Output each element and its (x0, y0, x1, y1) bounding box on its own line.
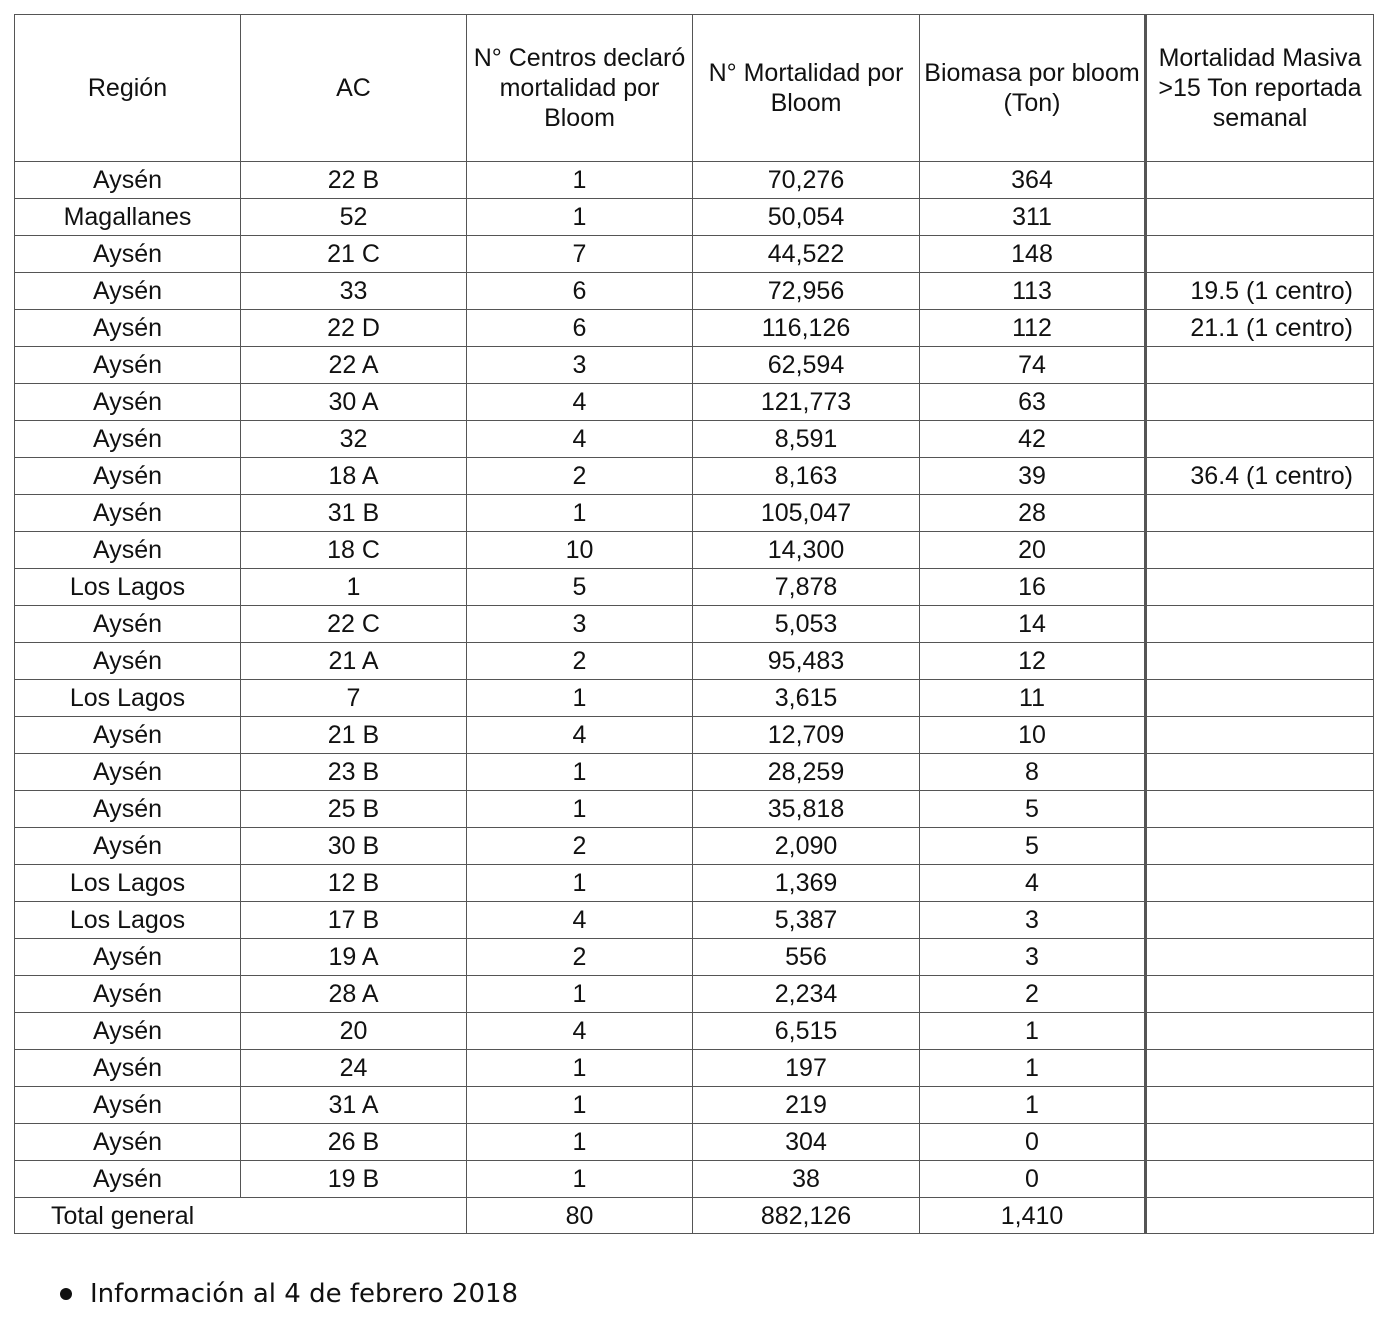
cell-biomasa: 0 (920, 1161, 1146, 1198)
total-label: Total general (15, 1198, 467, 1234)
cell-ac: 21 C (241, 236, 467, 273)
cell-biomasa: 311 (920, 199, 1146, 236)
cell-mortalidad: 556 (693, 939, 920, 976)
header-ac: AC (241, 15, 467, 162)
cell-biomasa: 112 (920, 310, 1146, 347)
total-centros: 80 (467, 1198, 693, 1234)
cell-biomasa: 74 (920, 347, 1146, 384)
table-row (15, 310, 1374, 347)
cell-centros: 1 (467, 1161, 693, 1198)
cell-ac: 21 B (241, 717, 467, 754)
cell-centros: 4 (467, 384, 693, 421)
cell-ac: 24 (241, 1050, 467, 1087)
cell-biomasa: 12 (920, 643, 1146, 680)
cell-ac: 25 B (241, 791, 467, 828)
cell-region: Aysén (15, 273, 241, 310)
cell-centros: 3 (467, 347, 693, 384)
cell-masiva (1146, 902, 1374, 939)
cell-mortalidad: 2,234 (693, 976, 920, 1013)
table-row (15, 495, 1374, 532)
cell-ac: 32 (241, 421, 467, 458)
cell-ac: 22 C (241, 606, 467, 643)
cell-masiva (1146, 680, 1374, 717)
table-row (15, 976, 1374, 1013)
table-row (15, 717, 1374, 754)
cell-ac: 30 B (241, 828, 467, 865)
header-biomasa: Biomasa por bloom (Ton) (920, 15, 1146, 162)
cell-ac: 19 B (241, 1161, 467, 1198)
mortality-table (14, 14, 1374, 1234)
cell-centros: 1 (467, 1087, 693, 1124)
cell-region: Los Lagos (15, 902, 241, 939)
cell-masiva (1146, 1013, 1374, 1050)
cell-ac: 18 A (241, 458, 467, 495)
cell-centros: 4 (467, 902, 693, 939)
cell-masiva: 36.4 (1 centro) (1146, 458, 1374, 495)
cell-region: Aysén (15, 421, 241, 458)
cell-masiva (1146, 384, 1374, 421)
cell-masiva (1146, 236, 1374, 273)
table-row (15, 791, 1374, 828)
cell-biomasa: 16 (920, 569, 1146, 606)
cell-ac: 31 A (241, 1087, 467, 1124)
table-row (15, 1087, 1374, 1124)
cell-biomasa: 20 (920, 532, 1146, 569)
cell-masiva (1146, 828, 1374, 865)
cell-biomasa: 42 (920, 421, 1146, 458)
cell-masiva (1146, 1050, 1374, 1087)
cell-region: Los Lagos (15, 865, 241, 902)
cell-region: Aysén (15, 643, 241, 680)
cell-mortalidad: 105,047 (693, 495, 920, 532)
cell-ac: 33 (241, 273, 467, 310)
cell-biomasa: 11 (920, 680, 1146, 717)
cell-centros: 4 (467, 717, 693, 754)
cell-centros: 1 (467, 791, 693, 828)
cell-masiva (1146, 347, 1374, 384)
cell-biomasa: 14 (920, 606, 1146, 643)
cell-masiva (1146, 717, 1374, 754)
cell-biomasa: 39 (920, 458, 1146, 495)
cell-ac: 22 A (241, 347, 467, 384)
cell-centros: 7 (467, 236, 693, 273)
cell-region: Aysén (15, 717, 241, 754)
cell-biomasa: 1 (920, 1050, 1146, 1087)
cell-biomasa: 8 (920, 754, 1146, 791)
header-row (15, 15, 1374, 162)
cell-masiva (1146, 421, 1374, 458)
cell-biomasa: 3 (920, 902, 1146, 939)
cell-masiva (1146, 1161, 1374, 1198)
cell-region: Aysén (15, 236, 241, 273)
total-biomasa: 1,410 (920, 1198, 1146, 1234)
cell-mortalidad: 1,369 (693, 865, 920, 902)
cell-region: Aysén (15, 791, 241, 828)
bullet-icon (60, 1288, 72, 1300)
cell-mortalidad: 5,053 (693, 606, 920, 643)
table-row (15, 236, 1374, 273)
cell-biomasa: 3 (920, 939, 1146, 976)
cell-mortalidad: 50,054 (693, 199, 920, 236)
cell-centros: 2 (467, 939, 693, 976)
cell-ac: 23 B (241, 754, 467, 791)
cell-region: Aysén (15, 1013, 241, 1050)
cell-biomasa: 63 (920, 384, 1146, 421)
cell-region: Aysén (15, 939, 241, 976)
cell-biomasa: 364 (920, 162, 1146, 199)
cell-masiva (1146, 199, 1374, 236)
table-row (15, 421, 1374, 458)
cell-region: Los Lagos (15, 569, 241, 606)
cell-masiva (1146, 865, 1374, 902)
cell-region: Aysén (15, 458, 241, 495)
cell-region: Aysén (15, 384, 241, 421)
cell-ac: 30 A (241, 384, 467, 421)
table-row (15, 865, 1374, 902)
cell-ac: 52 (241, 199, 467, 236)
cell-ac: 28 A (241, 976, 467, 1013)
cell-centros: 5 (467, 569, 693, 606)
cell-biomasa: 5 (920, 791, 1146, 828)
table-body (15, 162, 1374, 1198)
cell-ac: 17 B (241, 902, 467, 939)
header-region: Región (15, 15, 241, 162)
table-row (15, 1013, 1374, 1050)
cell-centros: 2 (467, 643, 693, 680)
cell-region: Aysén (15, 532, 241, 569)
cell-mortalidad: 28,259 (693, 754, 920, 791)
cell-mortalidad: 5,387 (693, 902, 920, 939)
total-masiva (1146, 1198, 1374, 1234)
cell-ac: 31 B (241, 495, 467, 532)
cell-ac: 22 B (241, 162, 467, 199)
cell-mortalidad: 121,773 (693, 384, 920, 421)
cell-centros: 1 (467, 495, 693, 532)
cell-masiva: 19.5 (1 centro) (1146, 273, 1374, 310)
cell-biomasa: 113 (920, 273, 1146, 310)
cell-mortalidad: 12,709 (693, 717, 920, 754)
table-row (15, 643, 1374, 680)
cell-biomasa: 4 (920, 865, 1146, 902)
table-row (15, 1161, 1374, 1198)
cell-masiva (1146, 1087, 1374, 1124)
cell-masiva (1146, 162, 1374, 199)
table-row (15, 384, 1374, 421)
table-row (15, 199, 1374, 236)
cell-region: Magallanes (15, 199, 241, 236)
cell-mortalidad: 14,300 (693, 532, 920, 569)
cell-centros: 2 (467, 458, 693, 495)
header-masiva: Mortalidad Masiva >15 Ton reportada semanal (1146, 15, 1374, 162)
cell-centros: 6 (467, 273, 693, 310)
cell-centros: 6 (467, 310, 693, 347)
cell-mortalidad: 38 (693, 1161, 920, 1198)
cell-mortalidad: 3,615 (693, 680, 920, 717)
cell-region: Aysén (15, 754, 241, 791)
cell-masiva (1146, 791, 1374, 828)
cell-region: Aysén (15, 976, 241, 1013)
table-row (15, 680, 1374, 717)
footnote (60, 1279, 518, 1309)
table-row (15, 939, 1374, 976)
cell-region: Aysén (15, 1161, 241, 1198)
table-row (15, 458, 1374, 495)
table-row (15, 754, 1374, 791)
cell-biomasa: 0 (920, 1124, 1146, 1161)
table-row (15, 347, 1374, 384)
cell-masiva (1146, 754, 1374, 791)
cell-centros: 1 (467, 680, 693, 717)
cell-centros: 1 (467, 865, 693, 902)
table-row (15, 902, 1374, 939)
cell-mortalidad: 72,956 (693, 273, 920, 310)
cell-mortalidad: 95,483 (693, 643, 920, 680)
cell-centros: 1 (467, 754, 693, 791)
table-row (15, 1050, 1374, 1087)
total-mortalidad: 882,126 (693, 1198, 920, 1234)
cell-ac: 7 (241, 680, 467, 717)
cell-biomasa: 28 (920, 495, 1146, 532)
cell-ac: 20 (241, 1013, 467, 1050)
cell-mortalidad: 62,594 (693, 347, 920, 384)
cell-ac: 19 A (241, 939, 467, 976)
cell-region: Aysén (15, 347, 241, 384)
cell-biomasa: 2 (920, 976, 1146, 1013)
cell-ac: 12 B (241, 865, 467, 902)
cell-region: Aysén (15, 828, 241, 865)
cell-masiva (1146, 569, 1374, 606)
cell-masiva (1146, 1124, 1374, 1161)
cell-biomasa: 5 (920, 828, 1146, 865)
cell-masiva: 21.1 (1 centro) (1146, 310, 1374, 347)
cell-mortalidad: 304 (693, 1124, 920, 1161)
cell-region: Aysén (15, 162, 241, 199)
cell-mortalidad: 197 (693, 1050, 920, 1087)
cell-centros: 2 (467, 828, 693, 865)
cell-region: Aysén (15, 1124, 241, 1161)
cell-centros: 3 (467, 606, 693, 643)
cell-mortalidad: 219 (693, 1087, 920, 1124)
cell-ac: 26 B (241, 1124, 467, 1161)
cell-biomasa: 1 (920, 1087, 1146, 1124)
cell-biomasa: 1 (920, 1013, 1146, 1050)
cell-centros: 1 (467, 199, 693, 236)
cell-mortalidad: 35,818 (693, 791, 920, 828)
cell-region: Aysén (15, 495, 241, 532)
cell-ac: 1 (241, 569, 467, 606)
cell-masiva (1146, 643, 1374, 680)
table-row (15, 532, 1374, 569)
cell-mortalidad: 2,090 (693, 828, 920, 865)
cell-centros: 10 (467, 532, 693, 569)
header-mortalidad: N° Mortalidad por Bloom (693, 15, 920, 162)
cell-mortalidad: 7,878 (693, 569, 920, 606)
cell-centros: 4 (467, 1013, 693, 1050)
cell-mortalidad: 6,515 (693, 1013, 920, 1050)
cell-mortalidad: 8,163 (693, 458, 920, 495)
cell-centros: 1 (467, 976, 693, 1013)
cell-mortalidad: 70,276 (693, 162, 920, 199)
cell-region: Aysén (15, 1050, 241, 1087)
cell-mortalidad: 8,591 (693, 421, 920, 458)
table-row (15, 162, 1374, 199)
cell-ac: 18 C (241, 532, 467, 569)
table-row (15, 273, 1374, 310)
cell-mortalidad: 44,522 (693, 236, 920, 273)
cell-region: Los Lagos (15, 680, 241, 717)
cell-centros: 1 (467, 162, 693, 199)
cell-ac: 21 A (241, 643, 467, 680)
cell-masiva (1146, 532, 1374, 569)
table-row (15, 828, 1374, 865)
table-row (15, 569, 1374, 606)
cell-centros: 1 (467, 1124, 693, 1161)
cell-masiva (1146, 939, 1374, 976)
total-row (15, 1198, 1374, 1234)
header-centros: N° Centros declaró mortalidad por Bloom (467, 15, 693, 162)
cell-masiva (1146, 495, 1374, 532)
cell-region: Aysén (15, 310, 241, 347)
footnote-text: Información al 4 de febrero 2018 (90, 1279, 519, 1309)
table-row (15, 606, 1374, 643)
table-row (15, 1124, 1374, 1161)
cell-region: Aysén (15, 606, 241, 643)
cell-centros: 1 (467, 1050, 693, 1087)
cell-masiva (1146, 606, 1374, 643)
cell-mortalidad: 116,126 (693, 310, 920, 347)
cell-centros: 4 (467, 421, 693, 458)
cell-biomasa: 148 (920, 236, 1146, 273)
cell-ac: 22 D (241, 310, 467, 347)
cell-biomasa: 10 (920, 717, 1146, 754)
cell-masiva (1146, 976, 1374, 1013)
cell-region: Aysén (15, 1087, 241, 1124)
